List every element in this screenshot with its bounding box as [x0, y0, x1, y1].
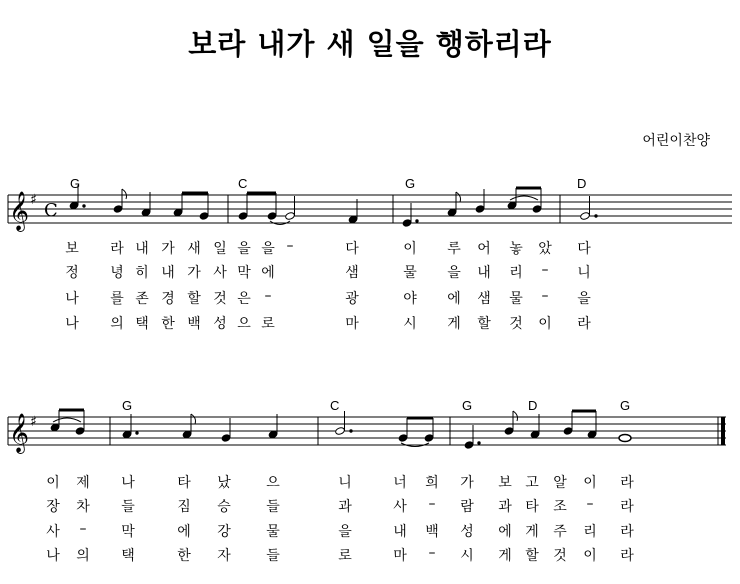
lyric-syllable: 마	[345, 316, 359, 332]
lyric-syllable: 조	[553, 499, 567, 515]
lyric-syllable: 에	[261, 265, 275, 281]
lyric-syllable: 가	[460, 475, 474, 491]
lyric-syllable: 어	[477, 241, 491, 257]
lyric-syllable: 라	[620, 548, 634, 564]
lyric-syllable: 과	[338, 499, 352, 515]
lyric-syllable: 할	[477, 316, 491, 332]
lyric-syllable: –	[264, 288, 272, 304]
lyric-syllable: 내	[393, 524, 407, 540]
lyric-syllable: 자	[217, 548, 231, 564]
lyric-syllable: 을	[447, 265, 461, 281]
lyric-syllable: 다	[345, 241, 359, 257]
lyric-syllable: 에	[498, 524, 512, 540]
chord-label: G	[620, 398, 631, 413]
lyric-syllable: 새	[187, 241, 201, 257]
lyric-syllable: 차	[76, 499, 90, 515]
lyric-syllable: 백	[187, 316, 201, 332]
lyric-syllable: 한	[177, 548, 191, 564]
lyric-syllable: 니	[338, 475, 352, 491]
lyric-syllable: 고	[525, 475, 539, 491]
lyric-syllable: 제	[76, 475, 90, 491]
lyric-syllable: 라	[577, 316, 591, 332]
lyric-syllable: 나	[65, 316, 79, 332]
lyric-syllable: 것	[553, 548, 567, 564]
sharp-key-signature: ♯	[30, 414, 37, 430]
lyric-syllable: 히	[135, 265, 149, 281]
lyric-syllable: 게	[525, 524, 539, 540]
lyric-syllable: 승	[217, 499, 231, 515]
lyric-syllable: 타	[525, 499, 539, 515]
lyric-syllable: 들	[266, 548, 280, 564]
lyric-syllable: 물	[266, 524, 280, 540]
lyric-syllable: 은	[237, 291, 251, 307]
lyric-syllable: 으	[266, 475, 280, 491]
lyric-syllable: 을	[261, 241, 275, 257]
lyric-syllable: 할	[187, 291, 201, 307]
lyric-syllable: 시	[403, 316, 417, 332]
chord-label: C	[238, 176, 248, 191]
lyric-syllable: 희	[425, 475, 439, 491]
lyric-syllable: 보	[498, 475, 512, 491]
lyric-syllable: –	[286, 238, 294, 254]
chord-label: G	[462, 398, 473, 413]
lyric-syllable: 택	[121, 548, 135, 564]
lyric-syllable: 났	[217, 475, 231, 491]
chord-label: G	[70, 176, 81, 191]
lyric-syllable: 놓	[509, 241, 523, 257]
lyric-syllable: –	[428, 545, 436, 561]
lyric-syllable: 들	[121, 499, 135, 515]
final-barline	[721, 417, 725, 445]
lyric-syllable: 막	[121, 524, 135, 540]
lyric-syllable: 광	[345, 291, 359, 307]
whole-note	[619, 435, 631, 442]
lyric-syllable: 존	[135, 291, 149, 307]
lyric-syllable: 가	[161, 241, 175, 257]
lyric-syllable: 사	[46, 524, 60, 540]
chord-label: D	[577, 176, 587, 191]
lyric-syllable: 내	[477, 265, 491, 281]
lyric-syllable: 이	[403, 241, 417, 257]
lyric-syllable: 았	[538, 241, 552, 257]
lyric-syllable: 일	[213, 241, 227, 257]
lyric-syllable: 한	[161, 316, 175, 332]
lyric-syllable: 라	[620, 475, 634, 491]
lyric-syllable: 택	[135, 316, 149, 332]
lyric-syllable: 백	[425, 524, 439, 540]
lyric-syllable: 이	[46, 475, 60, 491]
lyric-syllable: –	[586, 496, 594, 512]
lyric-syllable: 마	[393, 548, 407, 564]
lyric-syllable: 다	[577, 241, 591, 257]
lyric-syllable: –	[541, 288, 549, 304]
chord-label: D	[528, 398, 538, 413]
lyric-syllable: 야	[403, 291, 417, 307]
lyric-syllable: 로	[261, 316, 275, 332]
lyric-syllable: 로	[338, 548, 352, 564]
lyric-syllable: 에	[177, 524, 191, 540]
lyric-syllable: 이	[583, 548, 597, 564]
lyric-syllable: 시	[460, 548, 474, 564]
song-title: 보라 내가 새 일을 행하리라	[188, 27, 552, 61]
lyric-syllable: 사	[393, 499, 407, 515]
chord-label: G	[405, 176, 416, 191]
lyric-syllable: 정	[65, 265, 79, 281]
lyric-syllable: –	[79, 521, 87, 537]
lyric-syllable: 에	[447, 291, 461, 307]
lyric-syllable: 사	[213, 265, 227, 281]
lyric-syllable: –	[541, 262, 549, 278]
time-signature: C	[44, 200, 58, 221]
lyric-syllable: 샘	[477, 291, 491, 307]
lyric-syllable: 성	[460, 524, 474, 540]
treble-clef-icon: 𝄞	[9, 413, 30, 453]
lyric-syllable: 니	[577, 265, 591, 281]
lyric-syllable: 이	[583, 475, 597, 491]
lyric-syllable: 나	[65, 291, 79, 307]
lyric-syllable: 게	[447, 316, 461, 332]
lyric-syllable: 게	[498, 548, 512, 564]
lyric-syllable: 을	[577, 291, 591, 307]
lyric-syllable: 라	[110, 241, 124, 257]
lyric-syllable: 리	[583, 524, 597, 540]
lyric-syllable: 의	[110, 316, 124, 332]
lyric-syllable: 으	[237, 316, 251, 332]
lyric-syllable: 알	[553, 475, 567, 491]
lyric-syllable: 녕	[110, 265, 124, 281]
lyric-syllable: 장	[46, 499, 60, 515]
lyric-syllable: 경	[161, 291, 175, 307]
lyric-syllable: 너	[393, 475, 407, 491]
lyric-syllable: –	[428, 496, 436, 512]
sharp-key-signature: ♯	[30, 192, 37, 208]
lyric-syllable: 것	[213, 291, 227, 307]
lyric-syllable: 내	[161, 265, 175, 281]
lyric-syllable: 막	[237, 265, 251, 281]
chord-label: C	[330, 398, 340, 413]
lyric-syllable: 가	[187, 265, 201, 281]
lyric-syllable: 성	[213, 316, 227, 332]
lyric-syllable: 를	[110, 291, 124, 307]
lyric-syllable: 주	[553, 524, 567, 540]
lyric-syllable: 나	[121, 475, 135, 491]
lyric-syllable: 물	[509, 291, 523, 307]
lyric-syllable: 나	[46, 548, 60, 564]
lyric-syllable: 것	[509, 316, 523, 332]
chord-label: G	[122, 398, 133, 413]
lyric-syllable: 과	[498, 499, 512, 515]
lyric-syllable: 람	[460, 499, 474, 515]
lyric-syllable: 타	[177, 475, 191, 491]
lyric-syllable: 강	[217, 524, 231, 540]
lyric-syllable: 이	[538, 316, 552, 332]
lyric-syllable: 내	[135, 241, 149, 257]
lyric-syllable: 짐	[177, 499, 191, 515]
lyric-syllable: 을	[237, 241, 251, 257]
lyric-syllable: 리	[509, 265, 523, 281]
lyric-syllable: 물	[403, 265, 417, 281]
lyric-syllable: 라	[620, 524, 634, 540]
category-label: 어린이찬양	[642, 133, 710, 149]
lyric-syllable: 을	[338, 524, 352, 540]
lyric-syllable: 할	[525, 548, 539, 564]
lyric-syllable: 들	[266, 499, 280, 515]
treble-clef-icon: 𝄞	[9, 191, 30, 231]
lyric-syllable: 루	[447, 241, 461, 257]
staff-system-2	[8, 417, 726, 445]
lyric-syllable: 의	[76, 548, 90, 564]
lyric-syllable: 보	[65, 241, 79, 257]
lyric-syllable: 샘	[345, 265, 359, 281]
lyric-syllable: 라	[620, 499, 634, 515]
